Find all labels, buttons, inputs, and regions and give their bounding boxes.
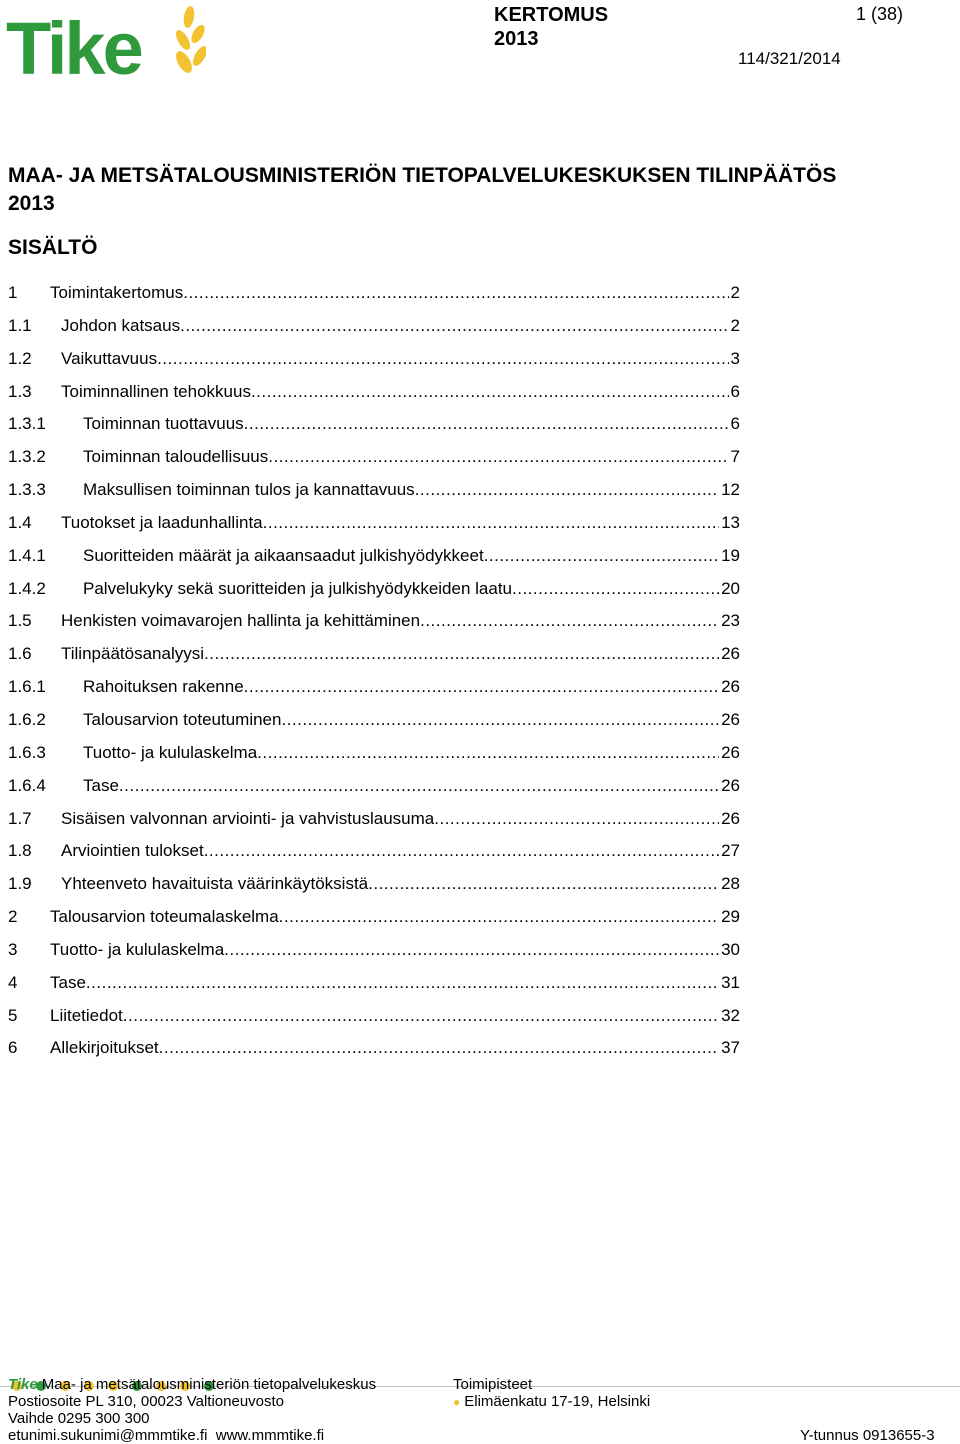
toc-number: 1.3.1: [8, 414, 46, 434]
toc-number: 1.6.2: [8, 709, 46, 729]
toc-leader-dots: [281, 710, 719, 730]
toc-title: Tase: [50, 972, 86, 992]
toc-number: 1.3.2: [8, 447, 46, 467]
toc-leader-dots: [415, 480, 719, 500]
toc-leader-dots: [204, 644, 719, 664]
toc-leader-dots: [512, 579, 719, 599]
toc-entry[interactable]: [8, 1006, 740, 1039]
toc-leader-dots: [484, 546, 719, 566]
toc-title: Rahoituksen rakenne: [83, 677, 244, 697]
wheat-icon: [173, 5, 206, 75]
toc-leader-dots: [183, 283, 728, 303]
toc-number: 1.6.1: [8, 677, 46, 697]
toc-number: 4: [8, 972, 18, 992]
toc-entry[interactable]: [8, 546, 740, 579]
toc-page-number: 32: [721, 1005, 740, 1025]
toc-leader-dots: [268, 447, 728, 467]
toc-title: Tuotto- ja kululaskelma: [50, 939, 225, 959]
toc-title: Talousarvion toteumalaskelma: [50, 907, 279, 927]
toc-leader-dots: [434, 809, 719, 829]
footer-brand: Tike: [8, 1376, 38, 1393]
toc-number: 1.4.1: [8, 545, 46, 565]
page-indicator: 1 (38): [856, 4, 904, 24]
toc-page-number: 26: [721, 742, 740, 762]
toc-entry[interactable]: [8, 349, 740, 382]
footer-org-name: Maa- ja metsätalousministeriön tietopalvelukeskus: [41, 1376, 377, 1393]
toc-number: 1.7: [8, 808, 32, 828]
toc-title: Tuotto- ja kululaskelma: [83, 742, 258, 762]
document-type: KERTOMUS: [494, 4, 609, 26]
toc-title: Toimintakertomus: [50, 283, 184, 302]
toc-title: Toiminnan tuottavuus: [83, 414, 244, 434]
toc-page-number: 26: [721, 775, 740, 795]
toc-page-number: 3: [730, 348, 740, 368]
toc-title: Yhteenveto havaituista väärinkäytöksistä: [61, 874, 369, 894]
toc-title: Arviointien tulokset: [61, 841, 204, 861]
toc-number: 1.9: [8, 874, 32, 894]
page-title: [8, 162, 928, 218]
toc-title: Johdon katsaus: [61, 315, 181, 335]
toc-number: 1.4.2: [8, 578, 46, 598]
toc-leader-dots: [224, 940, 719, 960]
footer-business-id: Y-tunnus 0913655-3: [800, 1427, 935, 1444]
footer-postal-address: Postiosoite PL 310, 00023 Valtioneuvosto: [8, 1393, 285, 1410]
toc-number: 1.3: [8, 381, 32, 401]
toc-entry[interactable]: [8, 414, 740, 447]
toc-entry[interactable]: [8, 841, 740, 874]
footer-contact: [8, 1376, 376, 1444]
toc-title: Palvelukyky sekä suoritteiden ja julkishyödykkeiden laatu: [83, 578, 513, 598]
toc-leader-dots: [86, 973, 719, 993]
toc-page-number: 6: [730, 414, 740, 434]
toc-page-number: 19: [721, 545, 740, 565]
toc-entry[interactable]: [8, 809, 740, 842]
toc-leader-dots: [279, 907, 719, 927]
toc-number: 5: [8, 1005, 18, 1025]
toc-leader-dots: [368, 874, 719, 894]
toc-leader-dots: [244, 414, 729, 434]
toc-page-number: 30: [721, 939, 740, 959]
toc-entry[interactable]: [8, 1038, 740, 1071]
toc-page-number: 31: [721, 972, 740, 992]
toc-entry[interactable]: [8, 776, 740, 809]
footer-offices-heading: Toimipisteet: [453, 1376, 533, 1393]
toc-number: 1.6: [8, 644, 32, 664]
toc-entry[interactable]: [8, 743, 740, 776]
toc-entry[interactable]: [8, 710, 740, 743]
document-number: 114/321/2014: [738, 49, 841, 68]
toc-title: Tuotokset ja laadunhallinta: [61, 512, 263, 532]
toc-page-number: 37: [721, 1038, 740, 1058]
toc-page-number: 6: [730, 381, 740, 401]
toc-leader-dots: [420, 611, 719, 631]
toc-page-number: 26: [721, 808, 740, 828]
toc-number: 1.4: [8, 512, 32, 532]
toc-number: 3: [8, 939, 18, 959]
toc-number: 1.2: [8, 348, 32, 368]
toc-entry[interactable]: [8, 382, 740, 415]
toc-number: 6: [8, 1038, 18, 1058]
toc-page-number: 2: [730, 283, 740, 302]
toc-page-number: 13: [721, 512, 740, 532]
toc-entry[interactable]: [8, 579, 740, 612]
tike-logo: [6, 4, 206, 80]
toc-number: 1.3.3: [8, 480, 46, 500]
footer-email-web[interactable]: etunimi.sukunimi@mmmtike.fi www.mmmtike.fi: [8, 1427, 325, 1444]
toc-title: Allekirjoitukset: [50, 1038, 159, 1058]
toc-page-number: 26: [721, 644, 740, 664]
toc-leader-dots: [180, 316, 728, 336]
toc-entry[interactable]: [8, 677, 740, 710]
toc-title: Tase: [83, 775, 119, 795]
toc-entry[interactable]: [8, 973, 740, 1006]
toc-number: 1: [8, 283, 18, 302]
bullet-icon: ●: [453, 1395, 461, 1409]
toc-leader-dots: [244, 677, 719, 697]
table-of-contents: [8, 283, 740, 1071]
toc-number: 2: [8, 907, 18, 927]
toc-title: Toiminnan taloudellisuus: [83, 447, 269, 467]
toc-leader-dots: [257, 743, 719, 763]
svg-text:Tike: Tike: [6, 7, 141, 80]
toc-title: Toiminnallinen tehokkuus: [61, 381, 251, 401]
toc-entry[interactable]: [8, 611, 740, 644]
toc-number: 1.1: [8, 315, 32, 335]
toc-number: 1.5: [8, 611, 32, 631]
toc-entry[interactable]: [8, 480, 740, 513]
page-title-line-1: MAA- JA METSÄTALOUSMINISTERIÖN TIETOPALVELUKESKUKSEN TILINPÄÄTÖS: [8, 164, 837, 187]
toc-title: Talousarvion toteutuminen: [83, 709, 282, 729]
page-title-line-2: 2013: [8, 192, 55, 215]
toc-leader-dots: [159, 1038, 719, 1058]
footer-switchboard: Vaihde 0295 300 300: [8, 1410, 150, 1427]
toc-page-number: 12: [721, 480, 740, 500]
toc-page-number: 20: [721, 578, 740, 598]
toc-entry[interactable]: [8, 513, 740, 546]
toc-page-number: 28: [721, 874, 740, 894]
toc-number: 1.8: [8, 841, 32, 861]
toc-page-number: 29: [721, 907, 740, 927]
toc-title: Liitetiedot: [50, 1005, 123, 1025]
toc-entry[interactable]: [8, 316, 740, 349]
toc-entry[interactable]: [8, 283, 740, 316]
toc-page-number: 2: [730, 315, 740, 335]
toc-leader-dots: [204, 841, 719, 861]
toc-leader-dots: [123, 1006, 719, 1026]
toc-number: 1.6.4: [8, 775, 46, 795]
toc-title: Maksullisen toiminnan tulos ja kannattavuus: [83, 480, 415, 500]
toc-title: Vaikuttavuus: [61, 348, 158, 368]
toc-entry[interactable]: [8, 874, 740, 907]
toc-entry[interactable]: [8, 447, 740, 480]
toc-number: 1.6.3: [8, 742, 46, 762]
toc-leader-dots: [251, 382, 729, 402]
toc-entry[interactable]: [8, 907, 740, 940]
toc-entry[interactable]: [8, 644, 740, 677]
toc-page-number: 27: [721, 841, 740, 861]
toc-title: Tilinpäätösanalyysi: [61, 644, 204, 664]
toc-title: Sisäisen valvonnan arviointi- ja vahvistuslausuma: [61, 808, 435, 828]
toc-page-number: 26: [721, 709, 740, 729]
toc-leader-dots: [119, 776, 719, 796]
toc-page-number: 23: [721, 611, 740, 631]
toc-title: Henkisten voimavarojen hallinta ja kehittäminen: [61, 611, 421, 631]
toc-entry[interactable]: [8, 940, 740, 973]
toc-leader-dots: [263, 513, 719, 533]
toc-page-number: 7: [730, 447, 740, 467]
toc-title: Suoritteiden määrät ja aikaansaadut julkishyödykkeet: [83, 545, 484, 565]
document-year: 2013: [494, 28, 539, 50]
toc-leader-dots: [157, 349, 728, 369]
toc-page-number: 26: [721, 677, 740, 697]
toc-heading: SISÄLTÖ: [8, 236, 98, 259]
footer-offices: [453, 1376, 650, 1411]
footer-office-address: Elimäenkatu 17-19, Helsinki: [464, 1393, 651, 1410]
